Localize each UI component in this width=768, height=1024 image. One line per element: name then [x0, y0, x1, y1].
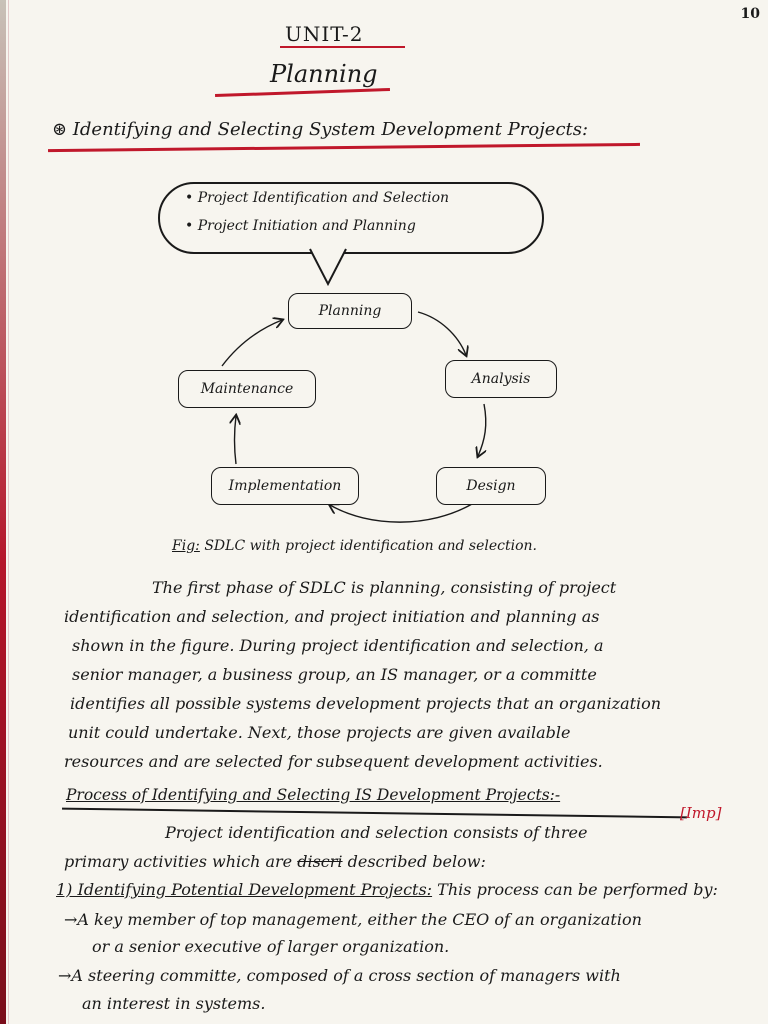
- list-item-1-heading: [56, 880, 718, 899]
- cycle-node-maintenance: Maintenance: [178, 370, 316, 408]
- cycle-node-implementation: Implementation: [211, 467, 359, 505]
- paragraph-line: identifies all possible systems development projects that an organization: [70, 694, 662, 713]
- intro-text: primary activities which are: [64, 852, 293, 871]
- paragraph-line: shown in the figure. During project identification and selection, a: [72, 636, 604, 655]
- page-number: 10: [740, 6, 760, 22]
- cycle-node-analysis: Analysis: [445, 360, 557, 398]
- process-heading: Process of Identifying and Selecting IS Development Projects:-: [66, 786, 561, 804]
- importance-tag: [Imp]: [680, 804, 722, 822]
- chapter-title: Planning: [270, 60, 378, 88]
- paragraph-line: identification and selection, and project initiation and planning as: [64, 607, 600, 626]
- bubble-item-identification: • Project Identification and Selection: [185, 190, 450, 206]
- figure-caption-text: SDLC with project identification and selection.: [199, 538, 537, 554]
- paragraph-line: resources and are selected for subsequent development activities.: [64, 752, 603, 771]
- unit-title: UNIT-2: [285, 22, 364, 46]
- bubble-item-initiation: • Project Initiation and Planning: [185, 218, 416, 234]
- chapter-title-underline: [215, 88, 390, 97]
- section-heading-underline: [48, 143, 640, 152]
- struck-word: discri: [297, 852, 343, 871]
- bullet-line: →A key member of top management, either the CEO of an organization: [64, 910, 642, 929]
- intro-line-1: Project identification and selection consists of three: [165, 823, 588, 842]
- bullet-line: or a senior executive of larger organization.: [92, 937, 450, 956]
- cycle-node-planning: Planning: [288, 293, 412, 329]
- margin-line: [8, 0, 9, 1024]
- list-item-label: 1) Identifying Potential Development Projects:: [56, 880, 433, 899]
- paragraph-line: senior manager, a business group, an IS manager, or a committe: [72, 665, 597, 684]
- list-item-text: This process can be performed by:: [437, 880, 718, 899]
- bullet-line: →A steering committe, composed of a cross section of managers with: [58, 966, 621, 985]
- speech-bubble-tail: [308, 248, 348, 288]
- figure-caption: [172, 538, 537, 554]
- notebook-edge: [0, 0, 6, 1024]
- paragraph-line: The first phase of SDLC is planning, consisting of project: [152, 578, 617, 597]
- paragraph-line: unit could undertake. Next, those projects are given available: [68, 723, 571, 742]
- cycle-node-design: Design: [436, 467, 546, 505]
- bullet-line: an interest in systems.: [82, 994, 266, 1013]
- process-heading-underline: [62, 808, 687, 819]
- figure-label: Fig:: [172, 538, 200, 554]
- intro-line-2: [64, 852, 486, 871]
- unit-title-underline: [280, 46, 405, 48]
- intro-text: described below:: [347, 852, 486, 871]
- section-heading: ⊛ Identifying and Selecting System Development Projects:: [52, 119, 589, 140]
